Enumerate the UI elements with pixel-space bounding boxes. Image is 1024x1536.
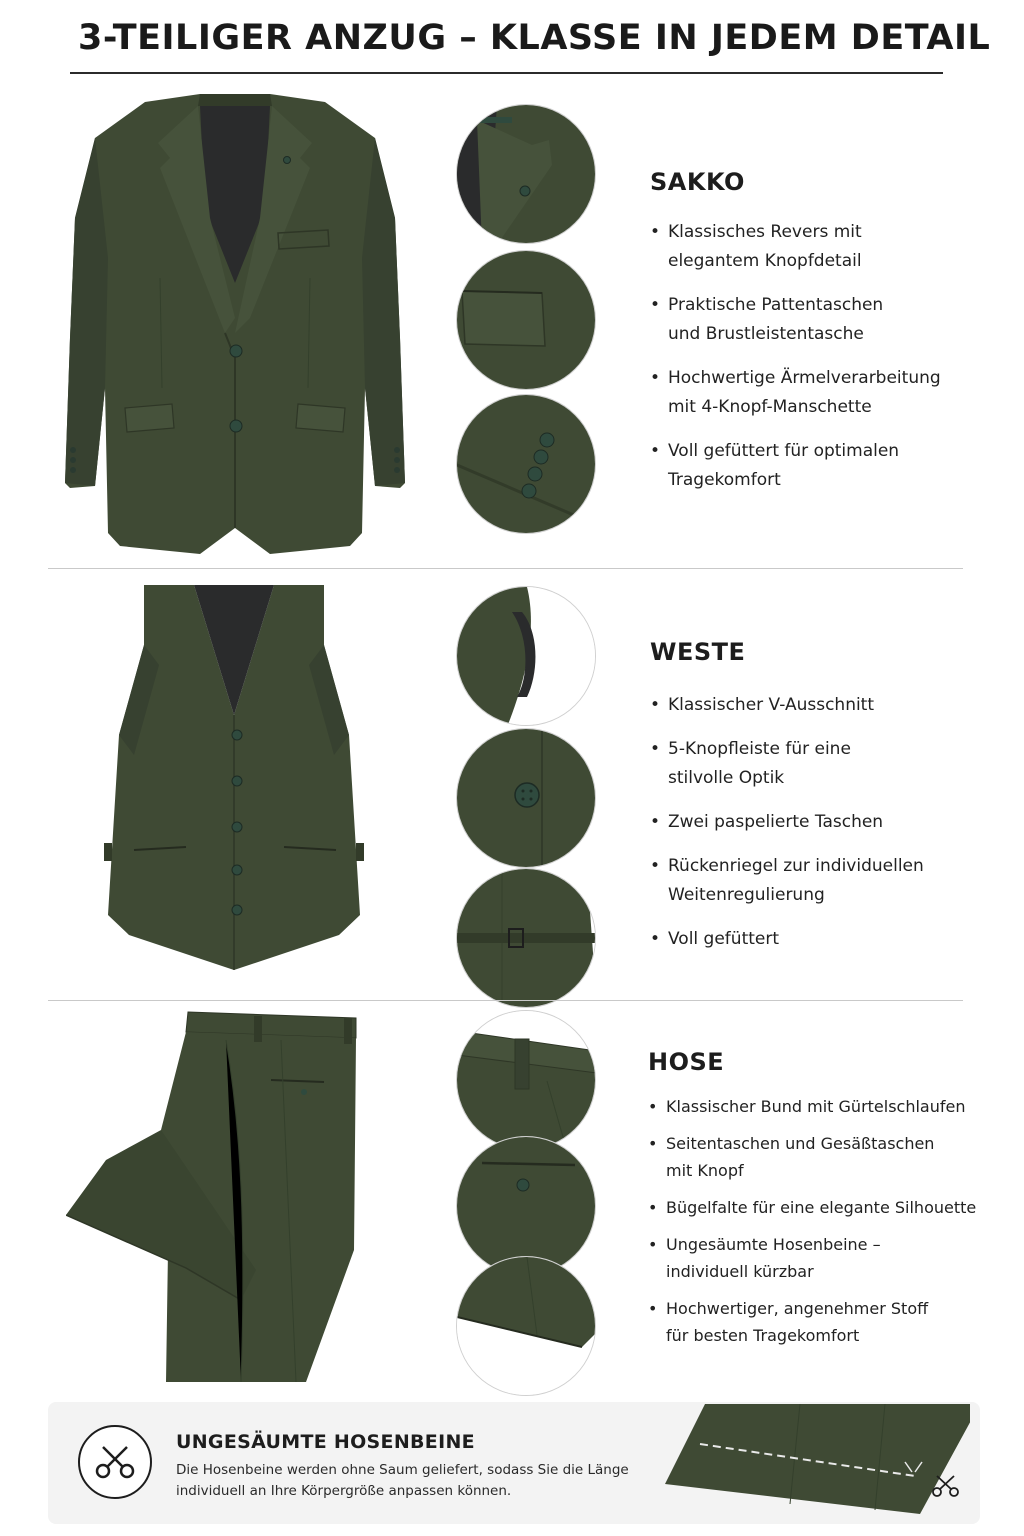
weste-features xyxy=(650,691,924,954)
list-item: • Bügelfalte für eine elegante Silhouette xyxy=(648,1194,976,1221)
list-item: • 5-Knopfleiste für eine stilvolle Optik xyxy=(650,735,924,793)
detail-hem-circle xyxy=(456,1256,596,1396)
list-item: • Hochwertige Ärmelverarbeitung mit 4-Knopf-Manschette xyxy=(650,364,941,422)
detail-vest-button-circle xyxy=(456,728,596,868)
list-item: • Voll gefüttert für optimalen Tragekomfort xyxy=(650,437,941,495)
scissors-icon xyxy=(78,1425,152,1499)
list-item: • Seitentaschen und Gesäßtaschen mit Knopf xyxy=(648,1130,976,1184)
info-box-text: Die Hosenbeine werden ohne Saum geliefert, sodass Sie die Länge individuell an Ihre Körpergröße anpassen können. xyxy=(176,1462,629,1499)
title-underline xyxy=(70,72,943,74)
list-item: • Klassischer Bund mit Gürtelschlaufen xyxy=(648,1093,976,1120)
section-separator xyxy=(48,568,963,569)
detail-lapel-circle xyxy=(456,104,596,244)
detail-sleeve-buttons-circle xyxy=(456,394,596,534)
hose-features xyxy=(648,1093,976,1349)
detail-armhole-circle xyxy=(456,586,596,726)
info-box-heading: UNGESÄUMTE HOSENBEINE xyxy=(176,1431,475,1453)
list-item: • Praktische Pattentaschen und Brustleistentasche xyxy=(650,291,941,349)
list-item: • Rückenriegel zur individuellen Weitenregulierung xyxy=(650,852,924,910)
detail-back-pocket-circle xyxy=(456,1136,596,1276)
detail-back-strap-circle xyxy=(456,868,596,1008)
weste-heading: WESTE xyxy=(650,638,746,666)
detail-waistband-circle xyxy=(456,1010,596,1150)
list-item: • Klassischer V-Ausschnitt xyxy=(650,691,924,720)
page-title: 3-TEILIGER ANZUG – KLASSE IN JEDEM DETAIL xyxy=(78,18,991,58)
jacket-image xyxy=(50,88,420,562)
detail-pocket-circle xyxy=(456,250,596,390)
section-separator xyxy=(48,1000,963,1001)
list-item: • Klassisches Revers mit elegantem Knopfdetail xyxy=(650,218,941,276)
list-item: • Zwei paspelierte Taschen xyxy=(650,808,924,837)
sakko-features xyxy=(650,218,941,495)
hem-cut-illustration xyxy=(660,1404,970,1528)
hose-heading: HOSE xyxy=(648,1048,725,1076)
sakko-heading: SAKKO xyxy=(650,168,745,196)
list-item: • Voll gefüttert xyxy=(650,925,924,954)
list-item: • Hochwertiger, angenehmer Stoff für besten Tragekomfort xyxy=(648,1295,976,1349)
trousers-image xyxy=(66,1010,366,1389)
vest-image xyxy=(104,585,364,979)
list-item: • Ungesäumte Hosenbeine – individuell kürzbar xyxy=(648,1231,976,1285)
